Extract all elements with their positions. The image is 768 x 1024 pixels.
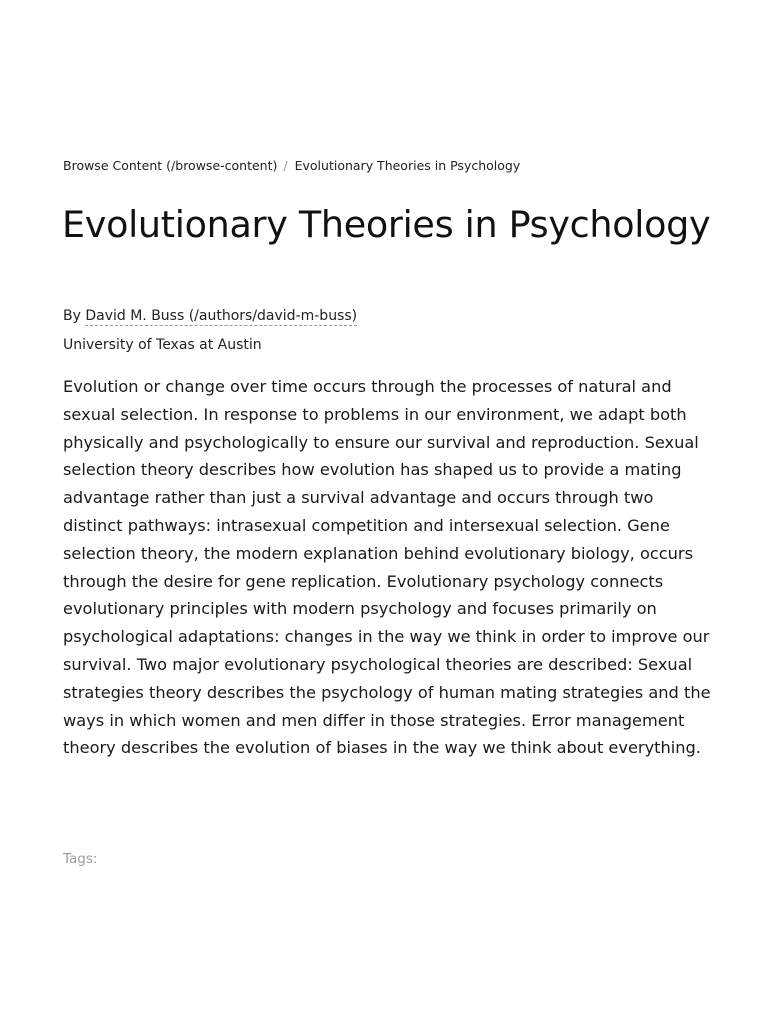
breadcrumb-item-browse-content[interactable]: Browse Content (/browse-content) <box>63 158 278 173</box>
author-link[interactable]: David M. Buss (/authors/david-m-buss) <box>85 308 358 324</box>
breadcrumb-separator: / <box>283 158 288 173</box>
tags-label: Tags: <box>63 851 98 867</box>
byline-prefix: By <box>63 308 81 324</box>
page-title: Evolutionary Theories in Psychology <box>62 203 711 246</box>
abstract-paragraph: Evolution or change over time occurs through the processes of natural and sexual selection. In response to problems in our environment, we adapt both physically and psychologically to ensure our survival and reproduction. Sexual selection theory describes how evolution has shaped us to provide a mating advantage rather than just a survival advantage and occurs through two distinct pathways: intrasexual competition and intersexual selection. Gene selection theory, the modern explanation behind evolutionary biology, occurs through the desire for gene replication. Evolutionary psychology connects evolutionary principles with modern psychology and focuses primarily on psychological adaptations: changes in the way we think in order to improve our survival. Two major evolutionary psychological theories are described: Sexual strategies theory describes the psychology of human mating strategies and the ways in which women and men differ in those strategies. Error management theory describes the evolution of biases in the way we think about everything. <box>63 377 711 758</box>
breadcrumb-item-current: Evolutionary Theories in Psychology <box>294 158 521 173</box>
breadcrumb <box>63 157 520 175</box>
author-affiliation: University of Texas at Austin <box>63 337 262 353</box>
byline <box>63 306 357 326</box>
